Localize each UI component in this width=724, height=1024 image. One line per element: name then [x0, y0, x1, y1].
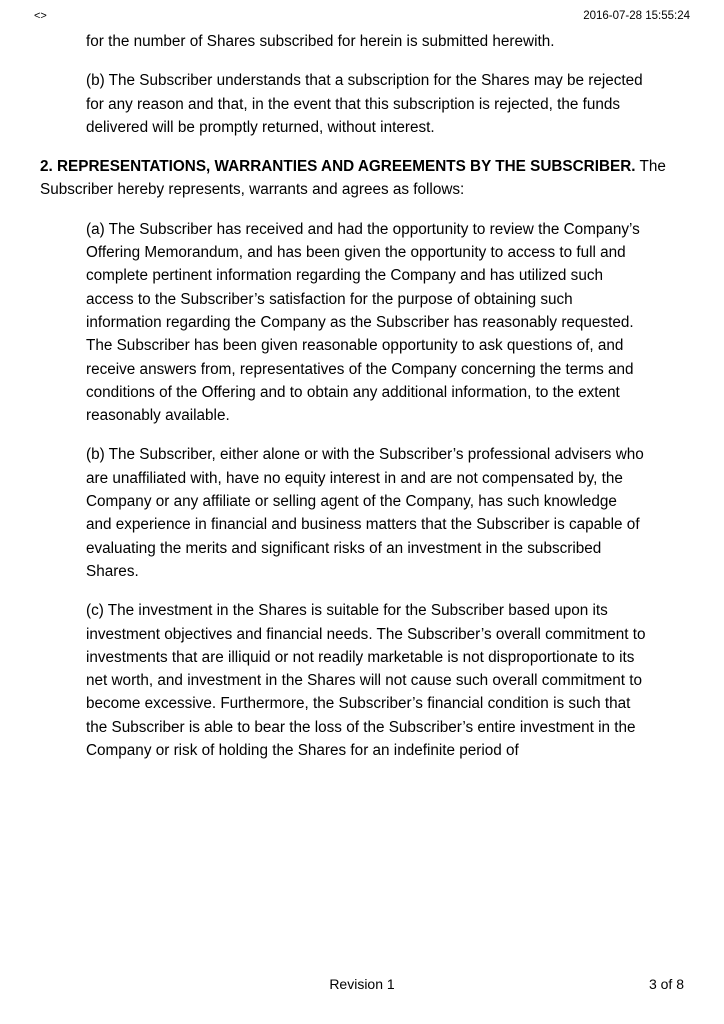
header-timestamp: 2016-07-28 15:55:24: [583, 10, 690, 22]
paragraph-1b: (b) The Subscriber understands that a subscription for the Shares may be rejected for any reason and that, in the event that this subscription is rejected, the funds delivered will be promptly returned, without interest.: [86, 72, 643, 136]
paragraph-2b: (b) The Subscriber, either alone or with the Subscriber’s professional advisers who are unaffiliated with, have no equity interest in and are not compensated by, the Company or any affiliate or selling agent of the Company, has such knowledge and experience in financial and business matters that the Subscriber is capable of evaluating the merits and significant risks of an investment in the subscribed Shares.: [86, 446, 644, 580]
section-2-lead-in: The Subscriber hereby represents, warrants and agrees as follows:: [40, 158, 666, 199]
paragraph-2c: (c) The investment in the Shares is suitable for the Subscriber based upon its investment objectives and financial needs. The Subscriber’s overall commitment to investments that are illiquid or not readily marketable is not disproportionate to its net worth, and investment in the Shares will not cause such overall commitment to become excessive. Furthermore, the Subscriber’s financial condition is such that the Subscriber is able to bear the loss of the Subscriber’s entire investment in the Company or risk of holding the Shares for an indefinite period of: [86, 602, 646, 760]
paragraph-continuation: for the number of Shares subscribed for herein is submitted herewith.: [86, 33, 555, 50]
page-footer: [0, 976, 724, 994]
page-header: [0, 6, 724, 26]
footer-revision: Revision 1: [329, 976, 395, 992]
section-2-heading: 2. REPRESENTATIONS, WARRANTIES AND AGREEMENTS BY THE SUBSCRIBER.: [40, 158, 636, 176]
section-2-heading-paragraph: [40, 155, 680, 202]
footer-page-number: 3 of 8: [648, 976, 684, 992]
paragraph-2a: (a) The Subscriber has received and had the opportunity to review the Company’s Offering Memorandum, and has been given the opportunity to access to full and complete pertinent information regarding the Company and has utilized such access to the Subscriber’s satisfaction for the purpose of obtaining such information regarding the Company as the Subscriber has reasonably requested. The Subscriber has been given reasonable opportunity to ask questions of, and receive answers from, representatives of the Company concerning the terms and conditions of the Offering and to obtain any additional information, to the extent reasonably available.: [86, 220, 640, 425]
document-content: [40, 30, 684, 778]
header-left-marker: <>: [34, 10, 47, 22]
